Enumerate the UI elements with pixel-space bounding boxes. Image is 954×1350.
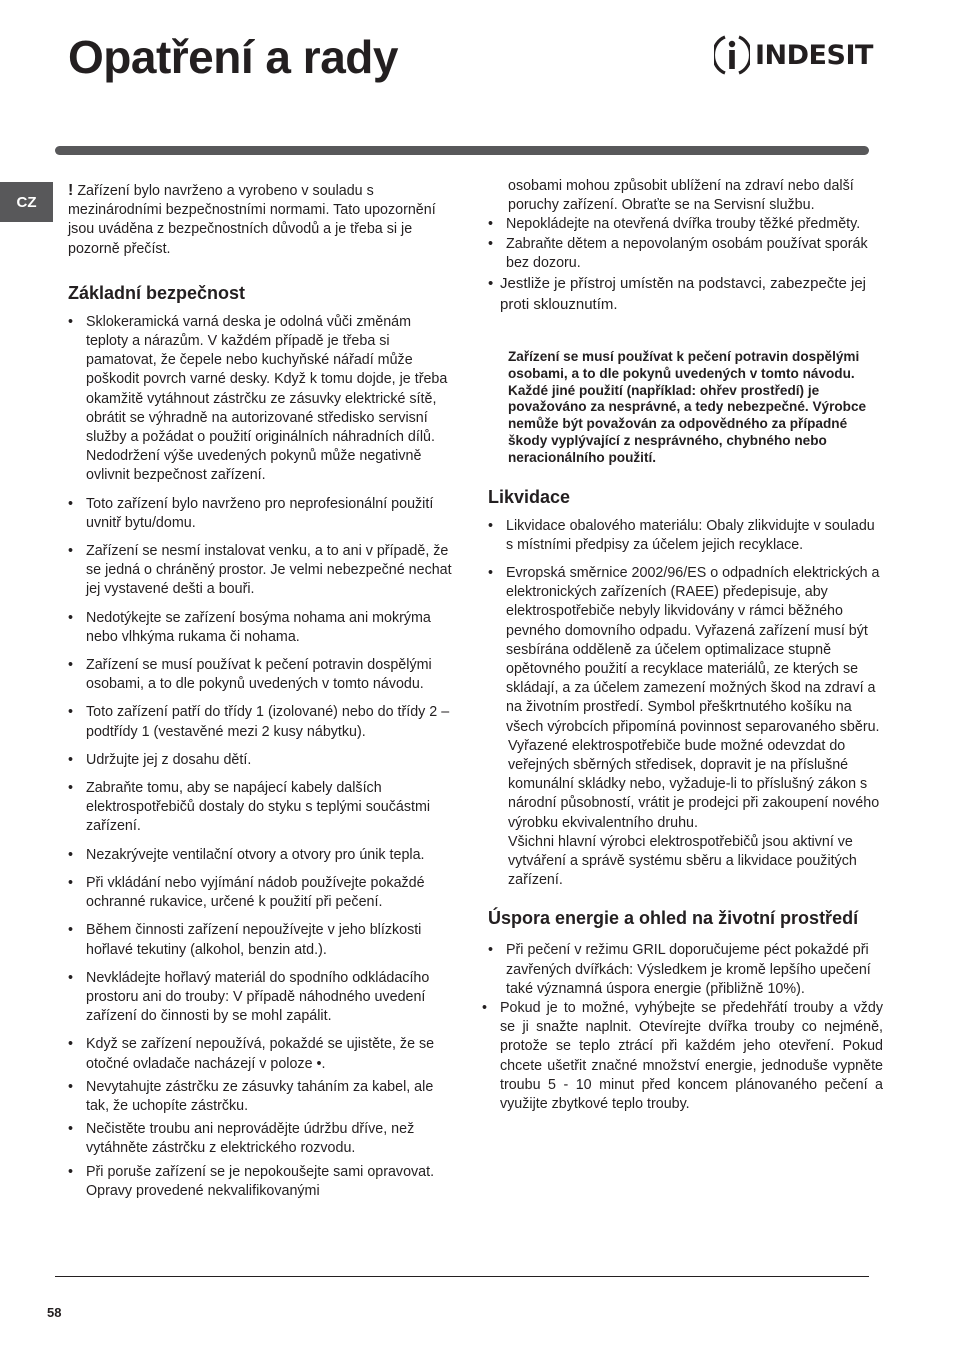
list-item: • Při pečení v režimu GRIL doporučujeme péct pokaždé při zavřených dvířkách: Výsledkem je kromě lepšího upečení také významná úspora energie (přibližně 10%). xyxy=(488,941,883,999)
list-item: • Když se zařízení nepoužívá, pokaždé se ujistěte, že se otočné ovladače nacházejí v poloze •. xyxy=(68,1035,453,1073)
warning-mark: ! xyxy=(68,182,74,199)
list-item: • Nedotýkejte se zařízení bosýma nohama ani mokrýma nebo vlhkýma rukama či nohama. xyxy=(68,609,453,647)
list-item: • Pokud je to možné, vyhýbejte se předehřátí trouby a vždy se ji snažte naplnit. Otevírejte dvířka trouby co nejméně, protože se teplo ztrácí při každém jeho otevření. Pokud chcete ušetřit značné množství energie, jednoduše vypněte troubu 5 - 10 minut před koncem plánovaného pečení a využijte zbytkové teplo trouby. xyxy=(482,999,883,1114)
brand-logo xyxy=(714,32,874,78)
brand-name: INDESIT xyxy=(755,39,873,71)
energy-list xyxy=(488,941,883,1114)
indesit-i-icon xyxy=(714,33,750,77)
list-item: • Při poruše zařízení se je nepokoušejte sami opravovat. Opravy provedené nekvalifikovanými xyxy=(68,1163,453,1201)
title-divider xyxy=(55,146,869,155)
right-column xyxy=(488,177,883,1114)
list-item: • Během činnosti zařízení nepoužívejte v jeho blízkosti hořlavé tekutiny (alkohol, benzin atd.). xyxy=(68,921,453,959)
energy-heading: Úspora energie a ohled na životní prostředí xyxy=(488,908,859,929)
list-item: • Udržujte jej z dosahu dětí. xyxy=(68,751,453,770)
list-item: • Zařízení se musí používat k pečení potravin dospělými osobami, a to dle pokynů uvedených v tomto návodu. xyxy=(68,656,453,694)
list-item: • Nevkládejte hořlavý materiál do spodního odkládacího prostoru ani do trouby: V případě náhodného uvedení zařízení do činnosti by se mohl zapálit. xyxy=(68,969,453,1027)
disposal-paragraph: Všichni hlavní výrobci elektrospotřebičů jsou aktivní ve vytváření a správě systému sběru a likvidace použitých zařízení. xyxy=(508,833,857,889)
disposal-list xyxy=(488,517,883,737)
basic-safety-heading: Základní bezpečnost xyxy=(68,282,246,303)
list-item: • Zabraňte tomu, aby se napájecí kabely dalších elektrospotřebičů dostaly do styku s teplými součástmi zařízení. xyxy=(68,779,453,837)
page-title: Opatření a rady xyxy=(68,31,398,83)
language-tab: CZ xyxy=(0,182,53,222)
page-number: 58 xyxy=(47,1305,62,1320)
list-item: • Nezakrývejte ventilační otvory a otvory pro únik tepla. xyxy=(68,846,453,865)
list-item: • Toto zařízení bylo navrženo pro neprofesionální použití uvnitř bytu/domu. xyxy=(68,495,453,533)
intro-text: Zařízení bylo navrženo a vyrobeno v souladu s mezinárodními bezpečnostními normami. Tato upozornění jsou uváděna z bezpečnostních důvodů a je třeba si je pozorně přečíst. xyxy=(68,183,436,257)
list-item: • Nevytahujte zástrčku ze zásuvky taháním za kabel, ale tak, že uchopíte zástrčku. xyxy=(68,1078,453,1116)
usage-warning: Zařízení se musí používat k pečení potravin dospělými osobami, a to dle pokynů uvedených v tomto návodu. Každé jiné použití (například: ohřev prostředí) je považováno za nesprávné, a tedy nebezpečné. Výrobce nemůže být považován za odpovědného za případné škody vyplývající z nesprávného, chybného nebo neracionálního použití. xyxy=(508,349,867,465)
list-item: • Nepokládejte na otevřená dvířka trouby těžké předměty. xyxy=(488,215,883,234)
safety-list-continued xyxy=(488,215,883,315)
continued-text: osobami mohou způsobit ublížení na zdraví nebo další poruchy zařízení. Obraťte se na Servisní službu. xyxy=(508,178,854,214)
list-item: • Sklokeramická varná deska je odolná vůči změnám teploty a nárazům. V každém případě je třeba si pamatovat, že čepele nebo kuchyňské nářadí může poškodit povrch varné desky. Když k tomu dojde, je třeba okamžitě vytáhnout zástrčku ze zásuvky elektrické sítě, obrátit se výhradně na autorizované středisko servisní služby a požádat o použití originálních náhradních dílů. Nedodržení výše uvedených pokynů může negativně ovlivnit bezpečnost zařízení. xyxy=(68,313,453,486)
disposal-paragraph: Vyřazené elektrospotřebiče bude možné odevzdat do veřejných sběrných středisek, dopravit je na příslušné komunální skládky nebo, vyžaduje-li to příslušný zákon s národní působností, vrátit je prodejci při zakoupení nového výrobku ekvivalentního druhu. xyxy=(508,737,880,831)
list-item: • Při vkládání nebo vyjímání nádob používejte pokaždé ochranné rukavice, určené k použití při pečení. xyxy=(68,874,453,912)
list-item: • Toto zařízení patří do třídy 1 (izolované) nebo do třídy 2 – podtřídy 1 (vestavěné mezi 2 kusy nábytku). xyxy=(68,703,453,741)
list-item: • Jestliže je přístroj umístěn na podstavci, zabezpečte jej proti sklouznutím. xyxy=(488,273,883,315)
footer-divider xyxy=(55,1276,869,1277)
list-item: • Zabraňte dětem a nepovolaným osobám používat sporák bez dozoru. xyxy=(488,235,883,273)
list-item: • Likvidace obalového materiálu: Obaly zlikvidujte v souladu s místními předpisy za účelem jejich recyklace. xyxy=(488,517,883,555)
list-item: • Zařízení se nesmí instalovat venku, a to ani v případě, že se jedná o chráněný prostor. Je velmi nebezpečné nechat jej vystavené dešti a bouři. xyxy=(68,542,453,600)
disposal-heading: Likvidace xyxy=(488,486,571,507)
list-item: • Nečistěte troubu ani neprovádějte údržbu dříve, než vytáhněte zástrčku z elektrického rozvodu. xyxy=(68,1120,453,1158)
basic-safety-list xyxy=(68,313,453,1201)
left-column xyxy=(68,181,453,1201)
intro-paragraph xyxy=(68,181,453,259)
list-item: • Evropská směrnice 2002/96/ES o odpadních elektrických a elektronických zařízeních (RAEE) předepisuje, aby elektrospotřebiče nebyly likvidovány v rámci běžného pevného domovního odpadu. Vyřazená zařízení musí být sesbírána odděleně za účelem optimalizace stupně opětovného použití a recyklace materiálů, ze kterých se skládají, a za účelem zamezení možných škod na zdraví a na životním prostředí. Symbol přeškrtnutého košíku na všech výrobcích připomíná povinnost separovaného sběru. xyxy=(488,564,883,737)
